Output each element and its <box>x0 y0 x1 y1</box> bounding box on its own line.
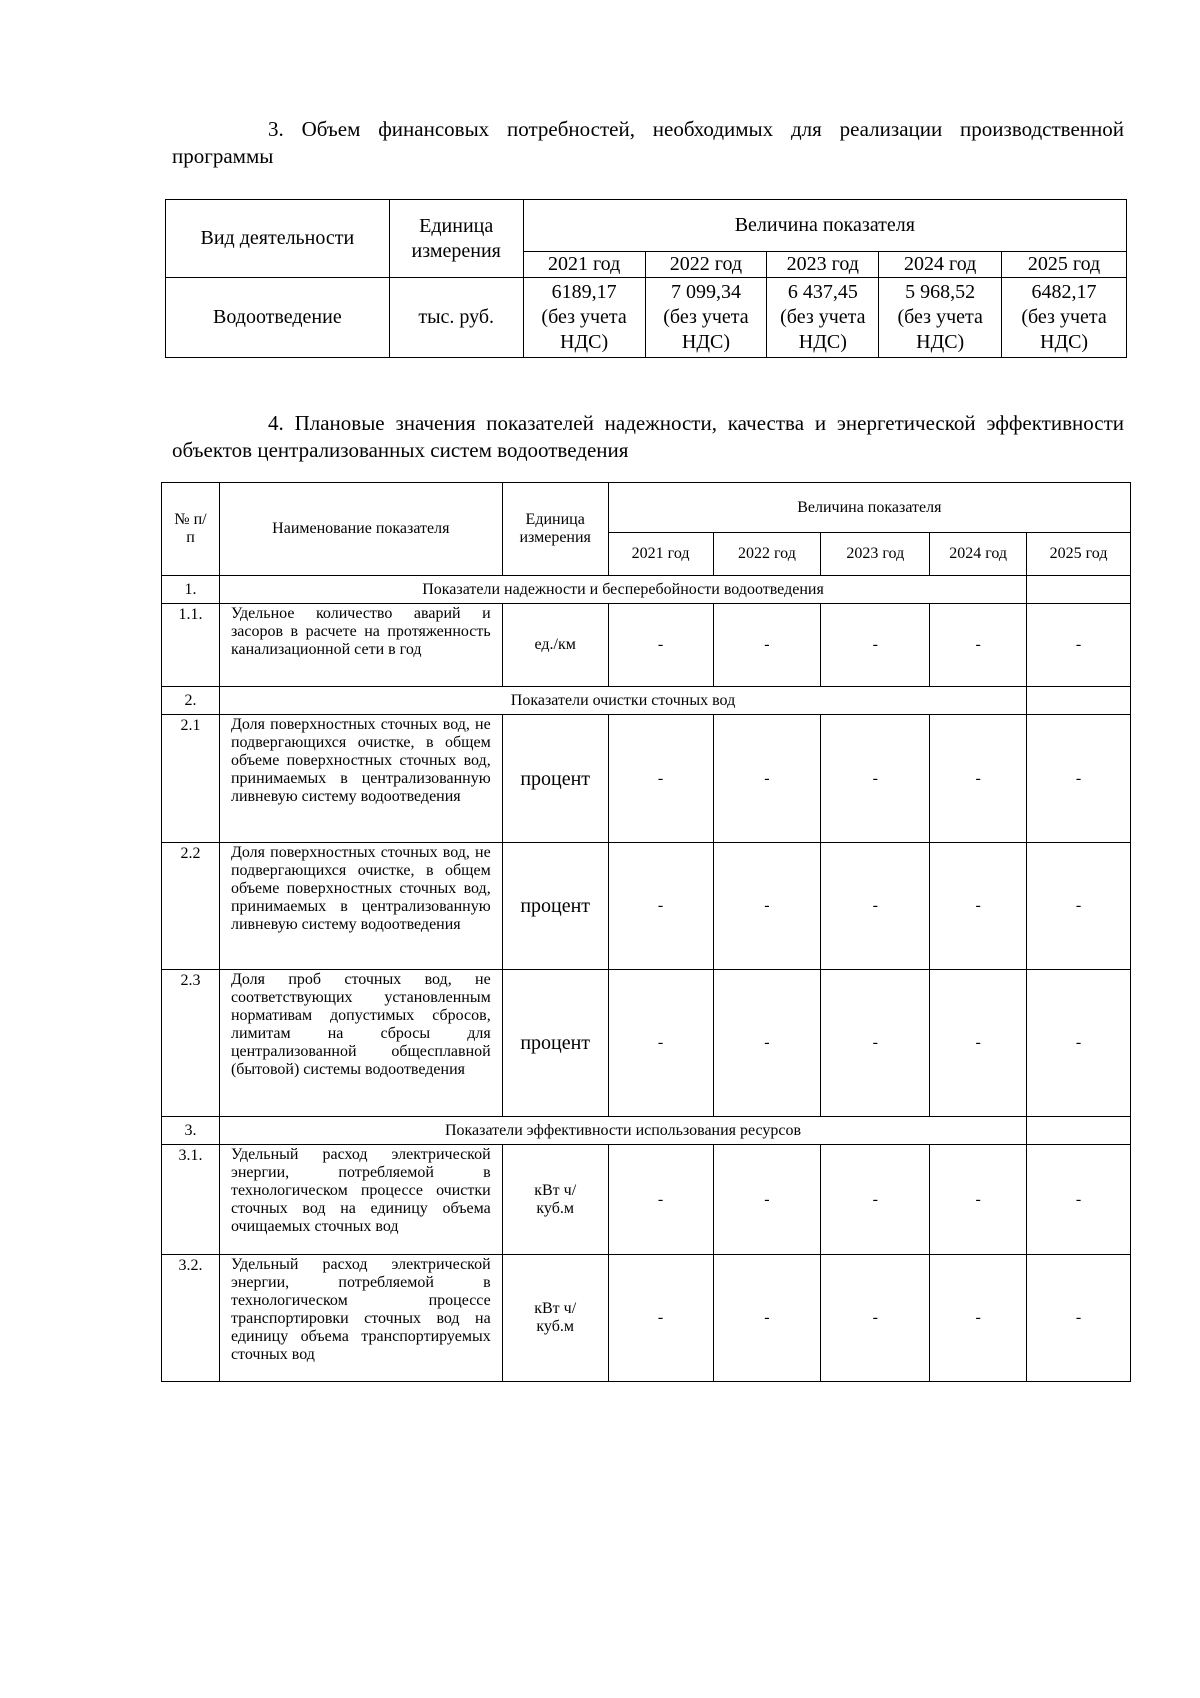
section-number: 2. <box>162 687 220 715</box>
value-2025: - <box>1027 970 1131 1117</box>
cell-value-2024: 5 968,52 (без учета НДС) <box>879 278 1002 358</box>
value-2025: - <box>1027 843 1131 970</box>
value-2024: - <box>930 970 1027 1117</box>
header-year-2024: 2024 год <box>879 252 1002 278</box>
value-2024: - <box>930 1255 1027 1382</box>
header-year-2021: 2021 год <box>523 252 645 278</box>
value-2023: - <box>821 1255 930 1382</box>
table-row <box>162 1255 1131 1382</box>
value-2023: - <box>821 604 930 687</box>
indicator-name: Удельный расход электрической энергии, потребляемой в технологическом процессе очистки сточных вод на единицу объема очищаемых сточных вод <box>219 1145 502 1255</box>
section-3-number: 3. <box>268 117 284 141</box>
row-number: 2.1 <box>162 715 220 843</box>
section-title: Показатели очистки сточных вод <box>219 687 1026 715</box>
value-2024: - <box>930 843 1027 970</box>
row-number: 2.2 <box>162 843 220 970</box>
cell-value-2023: 6 437,45 (без учета НДС) <box>767 278 879 358</box>
value-2022: - <box>713 715 821 843</box>
header-year-2024: 2024 год <box>930 533 1027 576</box>
row-number: 2.3 <box>162 970 220 1117</box>
header-unit: Единица измерения <box>389 200 523 278</box>
indicator-name: Удельное количество аварий и засоров в расчете на протяженность канализационной сети в год <box>219 604 502 687</box>
value-2025: - <box>1027 604 1131 687</box>
section-3-heading <box>172 116 1124 170</box>
value-2022: - <box>713 843 821 970</box>
section-4-text: Плановые значения показателей надежности, качества и энергетической эффективности объектов централизованных систем водоотведения <box>172 411 1125 462</box>
indicator-name: Доля проб сточных вод, не соответствующих установленным нормативам допустимых сбросов, лимитам на сбросы для централизованной общесплавной (бытовой) системы водоотведения <box>219 970 502 1117</box>
header-unit: Единица измерения <box>502 483 608 576</box>
section-empty-cell <box>1027 1117 1131 1145</box>
value-2024: - <box>930 1145 1027 1255</box>
header-year-2022: 2022 год <box>713 533 821 576</box>
section-number: 3. <box>162 1117 220 1145</box>
table-row <box>162 843 1131 970</box>
indicator-name: Доля поверхностных сточных вод, не подвергающихся очистке, в общем объеме поверхностных сточных вод, принимаемых в централизованную ливневую систему водоотведения <box>219 843 502 970</box>
indicator-unit: процент <box>502 843 608 970</box>
value-2021: - <box>608 1255 713 1382</box>
section-number: 1. <box>162 576 220 604</box>
header-value: Величина показателя <box>608 483 1130 533</box>
table-row <box>162 1145 1131 1255</box>
indicator-unit: кВт ч/ куб.м <box>502 1255 608 1382</box>
header-year-2025: 2025 год <box>1027 533 1131 576</box>
section-row <box>162 687 1131 715</box>
section-title: Показатели надежности и бесперебойности водоотведения <box>219 576 1026 604</box>
value-2021: - <box>608 843 713 970</box>
header-year-2025: 2025 год <box>1002 252 1127 278</box>
indicator-unit: кВт ч/ куб.м <box>502 1145 608 1255</box>
table-row <box>166 278 1127 358</box>
header-year-2023: 2023 год <box>821 533 930 576</box>
row-number: 3.1. <box>162 1145 220 1255</box>
indicator-unit: ед./км <box>502 604 608 687</box>
value-2025: - <box>1027 1255 1131 1382</box>
value-2021: - <box>608 715 713 843</box>
value-2024: - <box>930 604 1027 687</box>
header-activity: Вид деятельности <box>166 200 390 278</box>
indicator-unit: процент <box>502 715 608 843</box>
table-row <box>162 604 1131 687</box>
value-2021: - <box>608 1145 713 1255</box>
cell-value-2022: 7 099,34 (без учета НДС) <box>645 278 767 358</box>
value-2022: - <box>713 1255 821 1382</box>
indicator-name: Удельный расход электрической энергии, потребляемой в технологическом процессе транспортировки сточных вод на единицу объема транспортируемых сточных вод <box>219 1255 502 1382</box>
indicator-name: Доля поверхностных сточных вод, не подвергающихся очистке, в общем объеме поверхностных сточных вод, принимаемых в централизованную ливневую систему водоотведения <box>219 715 502 843</box>
value-2023: - <box>821 715 930 843</box>
header-year-2022: 2022 год <box>645 252 767 278</box>
cell-value-2025: 6482,17 (без учета НДС) <box>1002 278 1127 358</box>
header-year-2021: 2021 год <box>608 533 713 576</box>
indicator-unit: процент <box>502 970 608 1117</box>
section-row <box>162 1117 1131 1145</box>
section-empty-cell <box>1027 576 1131 604</box>
cell-unit: тыс. руб. <box>389 278 523 358</box>
cell-activity: Водоотведение <box>166 278 390 358</box>
row-number: 3.2. <box>162 1255 220 1382</box>
section-3-text: Объем финансовых потребностей, необходимых для реализации производственной программы <box>172 117 1124 168</box>
section-title: Показатели эффективности использования ресурсов <box>219 1117 1026 1145</box>
header-number: № п/п <box>162 483 220 576</box>
row-number: 1.1. <box>162 604 220 687</box>
value-2021: - <box>608 970 713 1117</box>
table-row <box>162 715 1131 843</box>
section-row <box>162 576 1131 604</box>
section-empty-cell <box>1027 687 1131 715</box>
indicators-table <box>161 482 1131 1382</box>
value-2022: - <box>713 1145 821 1255</box>
header-value: Величина показателя <box>523 200 1126 252</box>
section-4-number: 4. <box>268 411 284 435</box>
cell-value-2021: 6189,17 (без учета НДС) <box>523 278 645 358</box>
header-name: Наименование показателя <box>219 483 502 576</box>
value-2025: - <box>1027 715 1131 843</box>
financial-needs-table <box>165 199 1127 358</box>
value-2023: - <box>821 970 930 1117</box>
table-row <box>162 970 1131 1117</box>
value-2023: - <box>821 843 930 970</box>
header-year-2023: 2023 год <box>767 252 879 278</box>
section-4-heading <box>172 410 1124 464</box>
value-2023: - <box>821 1145 930 1255</box>
value-2022: - <box>713 604 821 687</box>
value-2022: - <box>713 970 821 1117</box>
value-2025: - <box>1027 1145 1131 1255</box>
value-2024: - <box>930 715 1027 843</box>
value-2021: - <box>608 604 713 687</box>
